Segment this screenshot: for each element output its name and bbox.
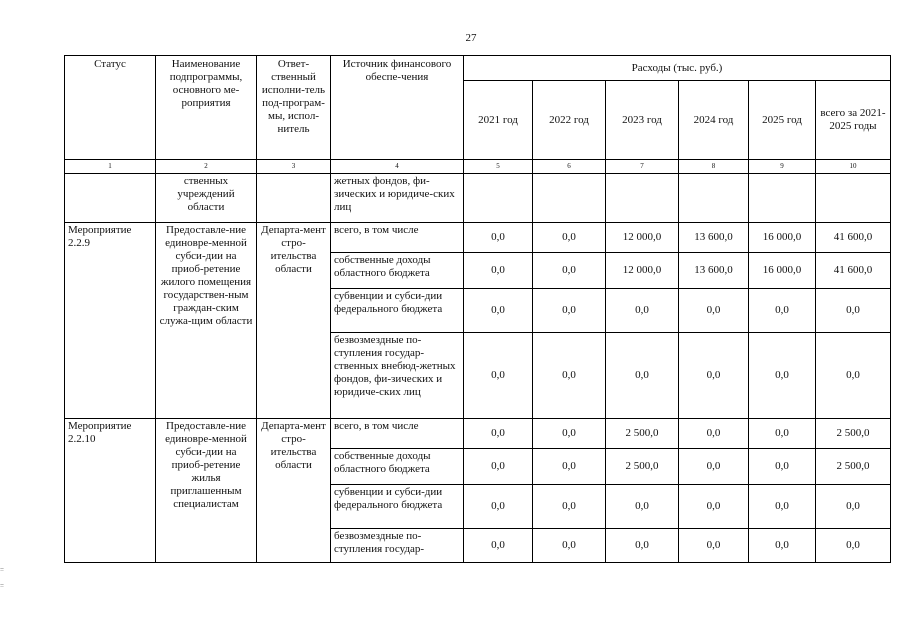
header-executor: Ответ-ственный исполни-тель под-програм-мы, испол-нитель (257, 56, 331, 160)
header-expenses: Расходы (тыс. руб.) (464, 56, 891, 81)
value-2024: 0,0 (679, 449, 749, 485)
value-2022: 0,0 (533, 529, 606, 563)
column-number: 3 (257, 160, 331, 174)
value-2022: 0,0 (533, 333, 606, 419)
value-2023: 2 500,0 (606, 419, 679, 449)
funding-source: субвенции и субси-дии федерального бюджета (331, 485, 464, 529)
value-2021: 0,0 (464, 449, 533, 485)
header-status: Статус (65, 56, 156, 160)
value-2021: 0,0 (464, 485, 533, 529)
value-2025: 0,0 (749, 289, 816, 333)
value-2023: 0,0 (606, 289, 679, 333)
header-total: всего за 2021-2025 годы (816, 81, 891, 160)
value-2023: 2 500,0 (606, 449, 679, 485)
measure-name: Предоставле-ние единовре-менной субси-дии на приоб-ретение жилого помещения государствен-ным граждан-ским служа-щим области (156, 223, 257, 419)
column-number: 9 (749, 160, 816, 174)
value-2021: 0,0 (464, 289, 533, 333)
header-source: Источник финансового обеспе-чения (331, 56, 464, 160)
margin-mark: = (0, 582, 4, 590)
value-2022: 0,0 (533, 419, 606, 449)
value-total: 2 500,0 (816, 419, 891, 449)
header-year: 2022 год (533, 81, 606, 160)
funding-source: безвозмездные по-ступления государ-ственных внебюд-жетных фондов, фи-зических и юридиче-ских лиц (331, 333, 464, 419)
funding-source: всего, в том числе (331, 223, 464, 253)
value-2021: 0,0 (464, 529, 533, 563)
value-2024: 0,0 (679, 485, 749, 529)
header-year: 2025 год (749, 81, 816, 160)
value-2025: 16 000,0 (749, 223, 816, 253)
table-row (65, 223, 891, 253)
continuation-source: жетных фондов, фи-зических и юридиче-ских лиц (331, 174, 464, 223)
value-total: 0,0 (816, 289, 891, 333)
header-year: 2023 год (606, 81, 679, 160)
funding-source: собственные доходы областного бюджета (331, 253, 464, 289)
value-2024: 0,0 (679, 529, 749, 563)
page-number: 27 (465, 32, 477, 44)
header-name: Наименование подпрограммы, основного ме-роприятия (156, 56, 257, 160)
measure-name: Предоставле-ние единовре-менной субси-дии на приоб-ретение жилья приглашенным специалистам (156, 419, 257, 563)
column-number: 10 (816, 160, 891, 174)
column-number: 8 (679, 160, 749, 174)
value-2025: 0,0 (749, 419, 816, 449)
value-total: 0,0 (816, 529, 891, 563)
column-number: 4 (331, 160, 464, 174)
continuation-row (65, 174, 891, 223)
column-number: 5 (464, 160, 533, 174)
value-total: 2 500,0 (816, 449, 891, 485)
header-year: 2021 год (464, 81, 533, 160)
value-2022: 0,0 (533, 289, 606, 333)
continuation-name: ственных учреждений области (156, 174, 257, 223)
column-number-row (65, 160, 891, 174)
value-2024: 0,0 (679, 333, 749, 419)
funding-source: собственные доходы областного бюджета (331, 449, 464, 485)
funding-source: безвозмездные по-ступления государ- (331, 529, 464, 563)
value-2025: 16 000,0 (749, 253, 816, 289)
header-row (65, 56, 891, 81)
value-2024: 13 600,0 (679, 253, 749, 289)
value-2023: 0,0 (606, 529, 679, 563)
value-2025: 0,0 (749, 529, 816, 563)
value-2021: 0,0 (464, 419, 533, 449)
value-2022: 0,0 (533, 485, 606, 529)
value-2023: 0,0 (606, 333, 679, 419)
measure-status: Мероприятие 2.2.9 (65, 223, 156, 419)
value-2024: 0,0 (679, 419, 749, 449)
funding-source: всего, в том числе (331, 419, 464, 449)
value-2023: 12 000,0 (606, 253, 679, 289)
value-2025: 0,0 (749, 333, 816, 419)
measure-status: Мероприятие 2.2.10 (65, 419, 156, 563)
header-year: 2024 год (679, 81, 749, 160)
value-2022: 0,0 (533, 253, 606, 289)
column-number: 2 (156, 160, 257, 174)
measure-executor: Департа-мент стро-ительства области (257, 419, 331, 563)
value-2024: 0,0 (679, 289, 749, 333)
value-total: 0,0 (816, 333, 891, 419)
value-2025: 0,0 (749, 449, 816, 485)
value-2022: 0,0 (533, 223, 606, 253)
measure-executor: Департа-мент стро-ительства области (257, 223, 331, 419)
value-total: 41 600,0 (816, 223, 891, 253)
value-2023: 0,0 (606, 485, 679, 529)
column-number: 6 (533, 160, 606, 174)
value-2023: 12 000,0 (606, 223, 679, 253)
funding-source: субвенции и субси-дии федерального бюджета (331, 289, 464, 333)
value-2024: 13 600,0 (679, 223, 749, 253)
value-2021: 0,0 (464, 333, 533, 419)
value-total: 41 600,0 (816, 253, 891, 289)
margin-mark: = (0, 566, 4, 574)
column-number: 7 (606, 160, 679, 174)
value-2021: 0,0 (464, 253, 533, 289)
column-number: 1 (65, 160, 156, 174)
value-total: 0,0 (816, 485, 891, 529)
value-2021: 0,0 (464, 223, 533, 253)
table-row (65, 419, 891, 449)
expenses-table (64, 55, 891, 563)
value-2022: 0,0 (533, 449, 606, 485)
value-2025: 0,0 (749, 485, 816, 529)
